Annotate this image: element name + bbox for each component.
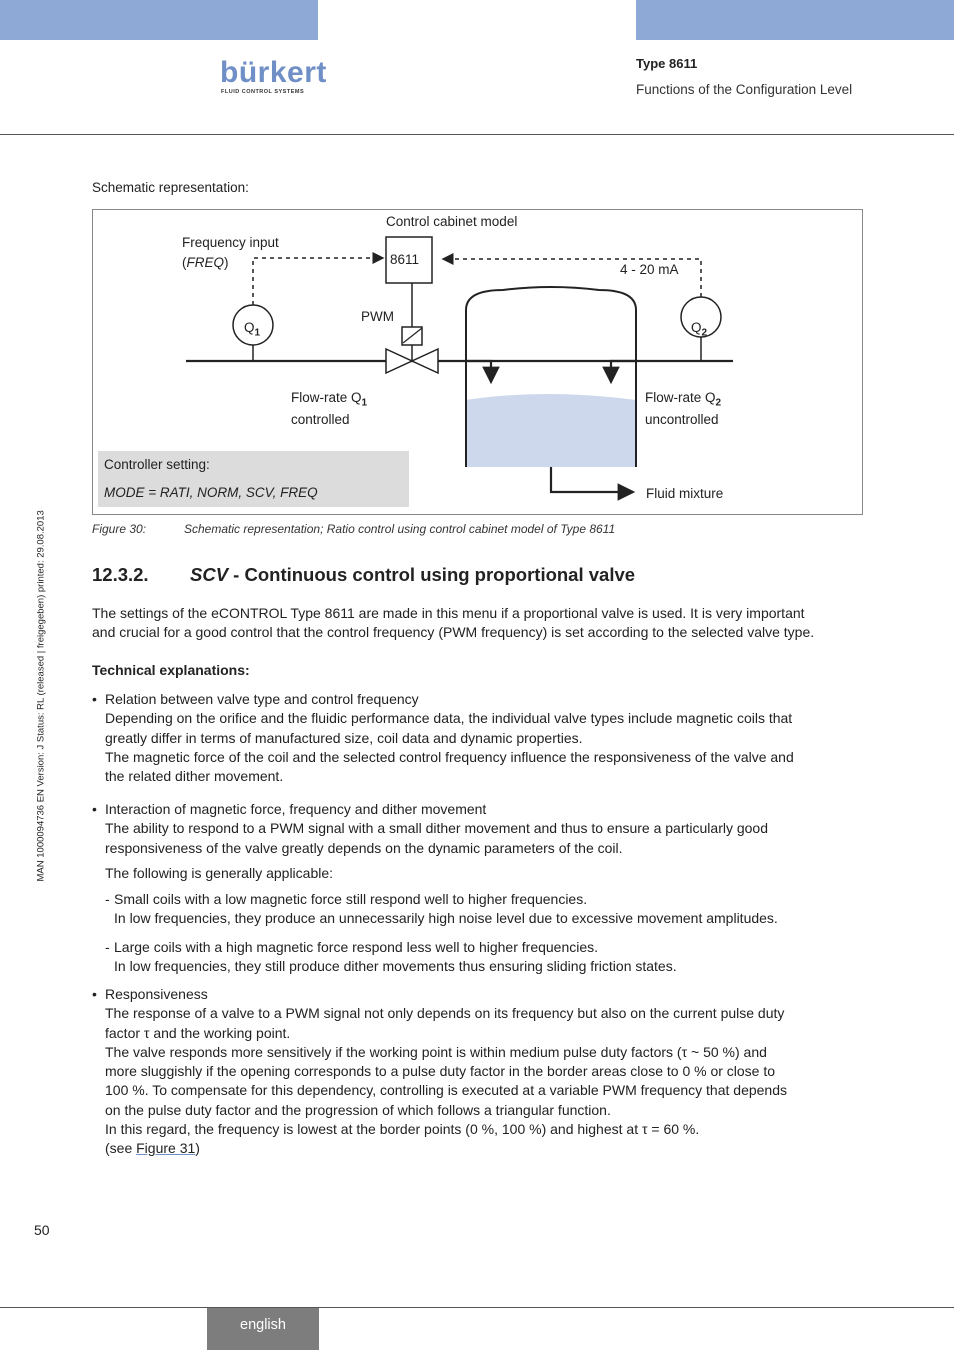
bullet-mark: • xyxy=(92,801,97,817)
controller-setting-title: Controller setting: xyxy=(104,457,210,472)
bullet3-title: Responsiveness xyxy=(105,986,208,1002)
bullet3-line3: The valve responds more sensitively if the working point is within medium pulse duty factors (τ ~ 50 %) and xyxy=(105,1043,767,1060)
flow1-line2: controlled xyxy=(291,411,350,427)
controller-setting-mode: MODE = RATI, NORM, SCV, FREQ xyxy=(104,485,318,500)
bullet3-line6: on the pulse duty factor and the progression of which follows a triangular function. xyxy=(105,1101,611,1118)
figure-31-link[interactable]: Figure 31 xyxy=(136,1140,196,1157)
figure-caption xyxy=(92,522,615,536)
schematic-figure xyxy=(92,209,863,515)
intro-paragraph-line1: The settings of the eCONTROL Type 8611 are made in this menu if a proportional valve is used. It is very important xyxy=(92,605,805,621)
tech-heading: Technical explanations: xyxy=(92,662,250,678)
bullet2-line2: responsiveness of the valve greatly depends on the dynamic parameters of the coil. xyxy=(105,839,623,856)
footer-divider xyxy=(0,1307,954,1308)
sub-item-large-coils xyxy=(105,938,865,977)
brand-tagline: FLUID CONTROL SYSTEMS xyxy=(221,89,305,95)
tank-liquid xyxy=(466,394,636,467)
fluid-mixture-label: Fluid mixture xyxy=(646,486,724,501)
brand-logo: bürkert xyxy=(220,56,327,89)
chapter-title: Functions of the Configuration Level xyxy=(636,82,853,97)
freq-italic: FREQ xyxy=(186,255,225,270)
document-status-sideways: MAN 1000094736 EN Version: J Status: RL (released | freigegeben) printed: 29.08.2013 xyxy=(35,510,47,882)
figure-caption-text: Schematic representation; Ratio control using control cabinet model of Type 8611 xyxy=(184,522,616,536)
see-prefix: (see xyxy=(105,1140,137,1157)
bullet2-line1: The ability to respond to a PWM signal with a small dither movement and thus to ensure a particularly good xyxy=(105,820,768,837)
bullet2-title: Interaction of magnetic force, frequency and dither movement xyxy=(105,801,487,817)
q1-letter: Q xyxy=(244,320,255,335)
section-title-italic: SCV xyxy=(190,564,229,585)
intro-text: Schematic representation: xyxy=(92,180,249,195)
freq-close: ) xyxy=(224,255,229,270)
bullet3-line4: more sluggishly if the opening corresponds to a pulse duty factor in the border areas close to 0 % or close to xyxy=(105,1063,776,1080)
frequency-input-line2 xyxy=(182,255,279,271)
dash-mark: - xyxy=(105,891,110,907)
sub2-line2: In low frequencies, they still produce dither movements thus ensuring sliding friction states. xyxy=(114,958,677,975)
header-bar-right xyxy=(636,0,954,40)
document-type: Type 8611 xyxy=(636,56,698,71)
intro-paragraph xyxy=(92,604,867,643)
sub2-line1: Large coils with a high magnetic force respond less well to higher frequencies. xyxy=(114,939,599,955)
q1-subscript: 1 xyxy=(254,327,261,339)
bullet3-line5: 100 %. To compensate for this dependency, controlling is executed at a variable PWM frequency that depends xyxy=(105,1082,787,1099)
sub1-line1: Small coils with a low magnetic force still respond well to higher frequencies. xyxy=(114,891,588,907)
bullet-valve-type xyxy=(92,690,867,786)
bullet3-see xyxy=(105,1139,867,1158)
bullet1-title: Relation between valve type and control frequency xyxy=(105,691,419,707)
sub1-line2: In low frequencies, they produce an unnecessarily high noise level due to excessive movement amplitudes. xyxy=(114,910,778,927)
flow2-line1 xyxy=(645,390,721,412)
bullet3-line7: In this regard, the frequency is lowest at the border points (0 %, 100 %) and highest at τ = 60 %. xyxy=(105,1121,700,1138)
flow2-label xyxy=(645,390,721,428)
flow2-text: Flow-rate Q xyxy=(645,390,716,405)
cabinet-label: Control cabinet model xyxy=(386,214,518,229)
intro-paragraph-line2: and crucial for a good control that the control frequency (PWM frequency) is set according to the selected valve type. xyxy=(92,624,815,641)
bullet-responsiveness xyxy=(92,985,867,1159)
freq-open: ( xyxy=(182,255,187,270)
bullet3-line2: factor τ and the working point. xyxy=(105,1024,291,1041)
bullet1-line1: Depending on the orifice and the fluidic performance data, the individual valve types include magnetic coils that xyxy=(105,710,793,727)
flow2-subscript: 2 xyxy=(715,397,722,409)
controller-box-label: 8611 xyxy=(390,252,420,267)
language-tab: english xyxy=(207,1308,319,1350)
bullet2-line3: The following is generally applicable: xyxy=(105,864,334,881)
dash-mark: - xyxy=(105,939,110,955)
see-suffix: ) xyxy=(195,1140,200,1157)
q2-subscript: 2 xyxy=(701,327,708,339)
figure-caption-number: Figure 30: xyxy=(92,522,147,536)
page-number: 50 xyxy=(34,1222,50,1238)
frequency-input-label xyxy=(182,235,279,271)
bullet-mark: • xyxy=(92,986,97,1002)
sub-item-small-coils xyxy=(105,890,865,929)
flow1-line1 xyxy=(291,390,367,412)
bullet-mark: • xyxy=(92,691,97,707)
signal-label: 4 - 20 mA xyxy=(620,262,679,277)
section-title: - Continuous control using proportional valve xyxy=(228,564,636,585)
bullet1-line2: greatly differ in terms of manufactured size, coil data and dynamic properties. xyxy=(105,729,583,746)
flow1-subscript: 1 xyxy=(361,397,368,409)
section-number: 12.3.2. xyxy=(92,564,149,585)
bullet1-line4: the related dither movement. xyxy=(105,768,284,785)
q2-label xyxy=(691,320,707,342)
bullet1-line3: The magnetic force of the coil and the selected control frequency influence the responsiveness of the valve and xyxy=(105,748,794,765)
section-heading xyxy=(92,564,635,586)
pwm-label: PWM xyxy=(361,309,394,324)
q2-letter: Q xyxy=(691,320,702,335)
flow1-label xyxy=(291,390,367,428)
q1-label xyxy=(244,320,260,342)
bullet-interaction xyxy=(92,800,867,883)
frequency-input-line1: Frequency input xyxy=(182,235,279,250)
header-divider xyxy=(0,134,954,135)
bullet3-line1: The response of a valve to a PWM signal not only depends on its frequency but also on the current pulse duty xyxy=(105,1005,785,1022)
flow2-line2: uncontrolled xyxy=(645,411,719,427)
header-bar-left xyxy=(0,0,318,40)
flow1-text: Flow-rate Q xyxy=(291,390,362,405)
